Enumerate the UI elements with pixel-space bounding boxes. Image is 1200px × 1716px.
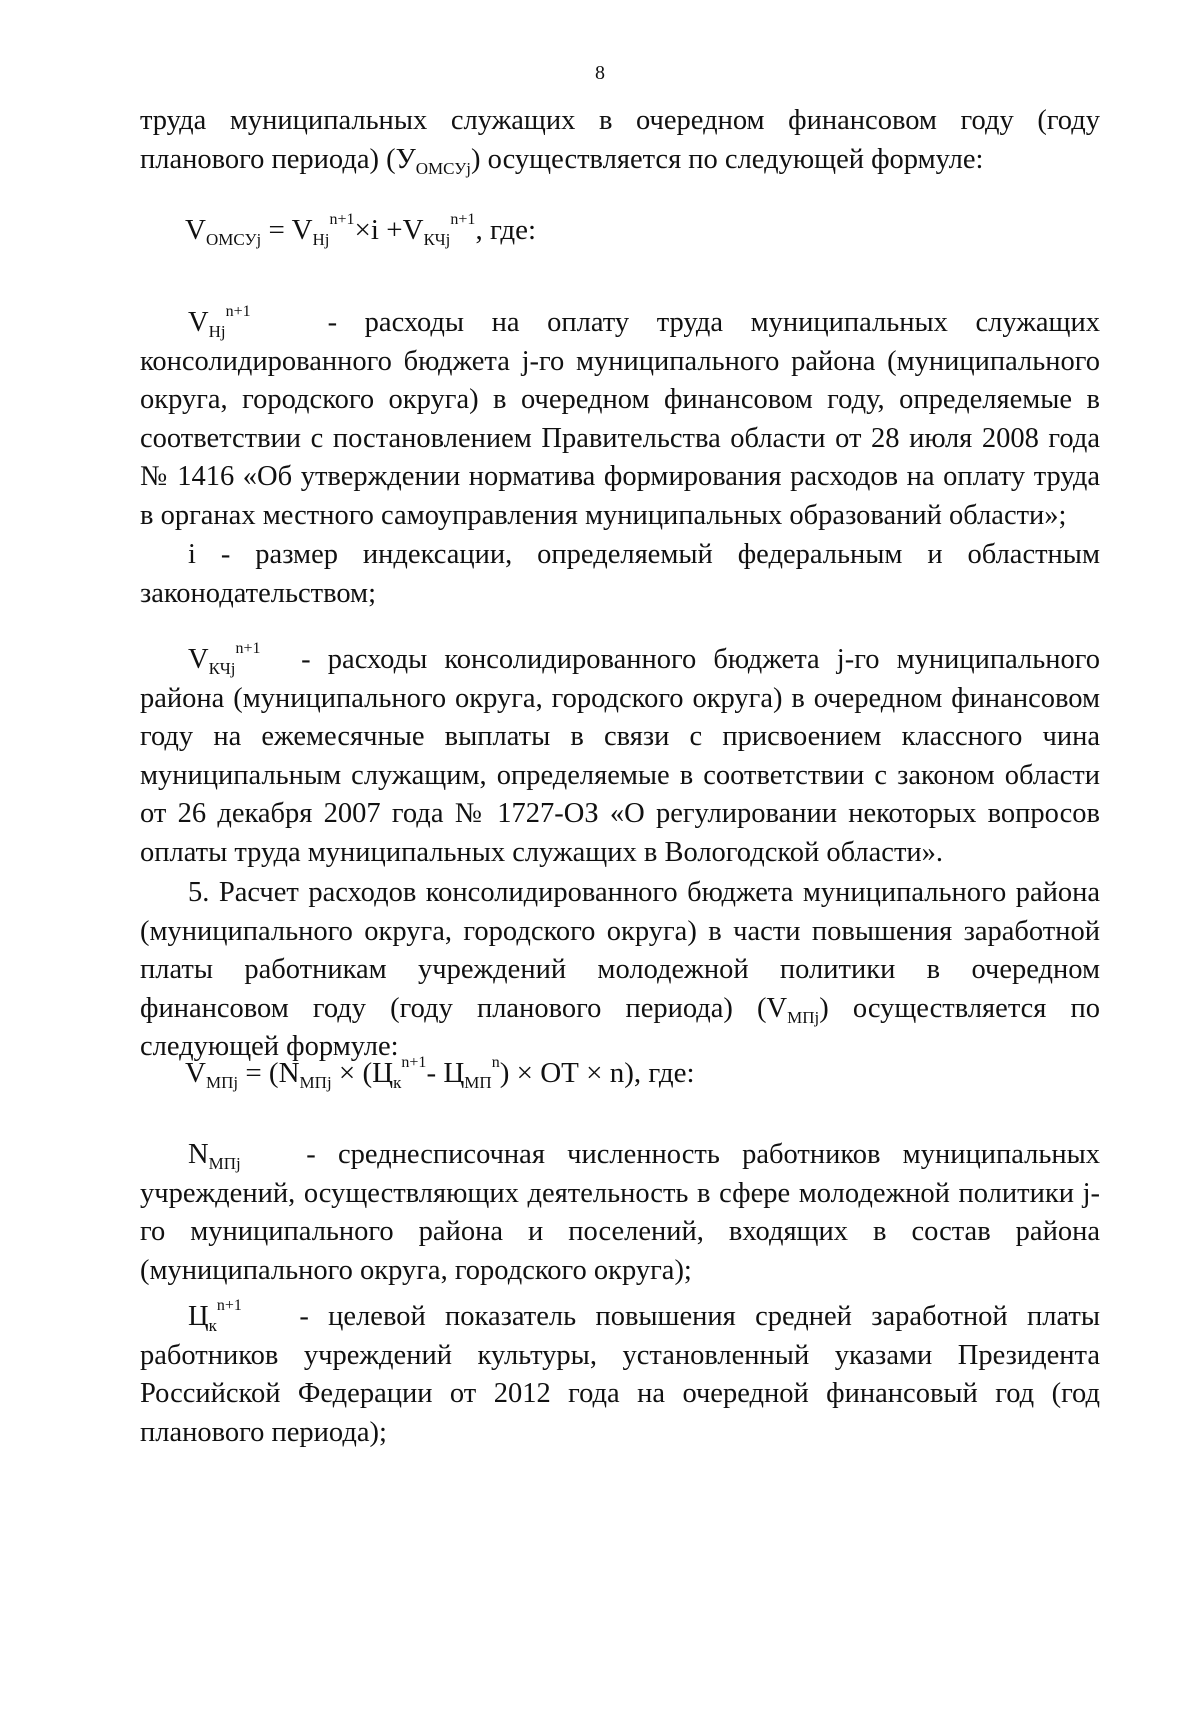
paragraph-5: 5. Расчет расходов консолидированного бюджета муниципального района (муниципального округа, городского округа) в части повышения заработной платы работникам учреждений молодежной политики в очередном финансовом году (году планового периода) $(V_{МПj})$ осуществляется по следующей формуле: (140, 877, 1101, 1063)
intro-text: труда муниципальных служащих в очередном финансовом году (году планового периода) (У (140, 105, 1100, 175)
intro-paragraph (140, 102, 1100, 179)
definition-i-text: i - размер индексации, определяемый федеральным и областным законодательством; (140, 539, 1100, 609)
term-v-kchj: $V_{КЧj}^{n+1}$ (188, 640, 261, 678)
term-v-hj: $V_{Нj}^{n+1}$ (188, 303, 251, 341)
formula-omsu: $V_{ОМСУj} = V_{Нj}^{n+1}\times i +V_{КЧj}^{n+1}$, где: (185, 211, 537, 249)
definition-v-kchj-text: - расходы консолидированного бюджета j-го муниципального района (муниципального округа, городского округа) в очередном финансовом году на ежемесячные выплаты в связи с присвоением классного чина муниципальным служащим, определяемые в соответствии с законом области от 26 декабря 2007 года № 1727-ОЗ «О регулировании некоторых вопросов оплаты труда муниципальных служащих в Вологодской области». (140, 644, 1100, 868)
term-c-k: $Ц_к^{n+1}$ (188, 1297, 242, 1335)
definition-v-kchj (140, 641, 1100, 873)
page-number: 8 (595, 62, 605, 84)
intro-text-end: ) осуществляется по следующей формуле: (471, 143, 984, 175)
definition-v-hj (140, 304, 1100, 536)
term-n-mpj: $N_{МПj}$ (188, 1139, 241, 1173)
definition-v-hj-text: - расходы на оплату труда муниципальных служащих консолидированного бюджета j-го муниципального района (муниципального округа, городского округа) в очередном финансовом году, определяемые в соответствии с постановлением Правительства области от 28 июля 2008 года № 1416 «Об утверждении норматива формирования расходов на оплату труда в органах местного самоуправления муниципальных образований области»; (140, 307, 1101, 531)
paragraph-5-text: 5. Расчет расходов консолидированного бюджета муниципального района (муниципального округа, городского округа) в части повышения заработной платы работникам учреждений молодежной политики в очередном финансовом году (году планового периода) (V (140, 877, 1100, 1024)
definition-n-mpj (140, 1136, 1100, 1290)
paragraph-5-text-end: ) осуществляется по следующей формуле: (140, 992, 1101, 1063)
formula-mp: $V_{МПj} = (N_{МПj} \times (Ц_к^{n+1}-$ $Ц_{МП}^n$) × ОТ × n), где: (185, 1054, 695, 1092)
definition-n-mpj-text: - среднесписочная численность работников муниципальных учреждений, осуществляющих деятельность в сфере молодежной политики j-го муниципального района и поселений, входящих в состав района (муниципального округа, городского округа); (140, 1139, 1101, 1286)
intro-subscript: ОМСУj (415, 158, 472, 178)
definition-i (140, 536, 1100, 613)
definition-c-k (140, 1298, 1100, 1452)
definition-c-k-text: - целевой показатель повышения средней заработной платы работников учреждений культуры, установленный указами Президента Российской Федерации от 2012 года на очередной финансовый год (год планового периода); (140, 1301, 1100, 1448)
